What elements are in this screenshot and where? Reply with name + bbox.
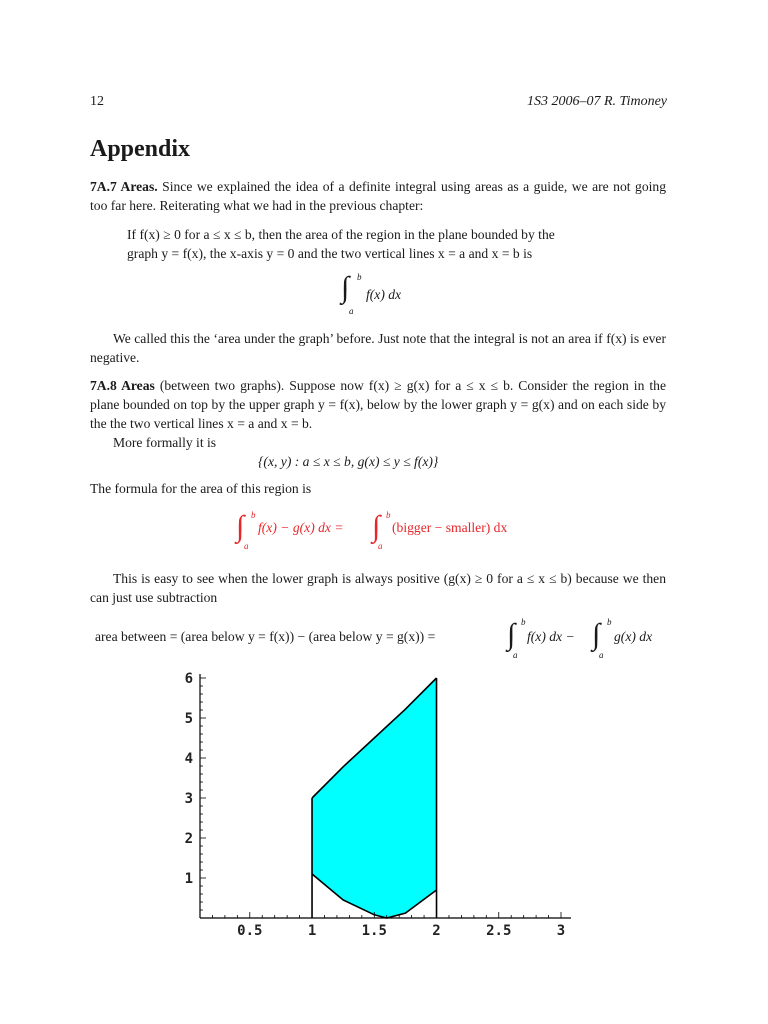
x-tick-label: 2 <box>432 923 441 939</box>
quote-line-1: If f(x) ≥ 0 for a ≤ x ≤ b, then the area of the region in the plane bounded by the <box>127 227 555 242</box>
x-tick-label: 3 <box>556 923 566 939</box>
text-7a8-body: Suppose now f(x) ≥ g(x) for a ≤ x ≤ b. Consider the region in the plane bounded on top by the upper graph y = f(x), below by the lower graph y = g(x) and on each side by the the two vertical lines x = a and x = b. <box>90 378 666 431</box>
integral-lower-limit: a <box>244 541 249 551</box>
integral-upper-limit: b <box>357 272 362 282</box>
page-number: 12 <box>90 94 104 109</box>
formally-text: More formally it is <box>113 435 217 450</box>
integral-upper-limit: b <box>386 510 391 520</box>
integral-body: f(x) dx <box>366 287 402 302</box>
area-eq-int2: g(x) dx <box>614 629 653 644</box>
y-tick-label: 5 <box>184 711 193 727</box>
text-7a8-paren: (between two graphs). <box>154 378 290 393</box>
integral-upper-limit: b <box>607 617 612 627</box>
integral-lower-limit: a <box>599 650 604 660</box>
integral-lower-limit: a <box>349 306 354 316</box>
quote-line-2: graph y = f(x), the x-axis y = 0 and the two vertical lines x = a and x = b is <box>127 246 533 261</box>
set-definition: {(x, y) : a ≤ x ≤ b, g(x) ≤ y ≤ f(x)} <box>258 454 439 469</box>
integral-upper-limit: b <box>521 617 526 627</box>
y-tick-label: 3 <box>184 791 193 807</box>
area-eq-left: area between = (area below y = f(x)) − (area below y = g(x)) = <box>95 629 436 644</box>
y-tick-label: 4 <box>184 751 193 767</box>
heading-7a7: 7A.7 Areas. <box>90 179 158 194</box>
x-tick-label: 2.5 <box>486 923 512 939</box>
x-tick-label: 1 <box>307 923 317 939</box>
integral-sign: ∫ <box>592 618 601 651</box>
x-tick-label: 0.5 <box>237 923 263 939</box>
x-tick-label: 1.5 <box>361 923 387 939</box>
area-eq-int1: f(x) dx − <box>527 629 575 644</box>
integral-sign: ∫ <box>372 510 381 543</box>
filled-region <box>312 678 436 918</box>
y-tick-label: 1 <box>184 871 193 887</box>
integral-sign: ∫ <box>507 618 516 651</box>
running-title: 1S3 2006–07 R. Timoney <box>527 94 667 109</box>
y-tick-label: 2 <box>184 831 193 847</box>
integral-lower-limit: a <box>378 541 383 551</box>
section-title: Appendix <box>90 136 191 162</box>
integral-upper-limit: b <box>251 510 256 520</box>
integral-sign: ∫ <box>341 271 350 304</box>
area-between-curves-chart <box>0 660 768 960</box>
paragraph-subtraction: This is easy to see when the lower graph is always positive (g(x) ≥ 0 for a ≤ x ≤ b) because we then can just use subtraction <box>90 571 666 605</box>
formula-left: f(x) − g(x) dx = <box>258 520 344 535</box>
text-7a7: Since we explained the idea of a definite integral using areas as a guide, we are not going too far here. Reiterating what we had in the previous chapter: <box>90 179 666 213</box>
heading-7a8: 7A.8 Areas <box>90 378 155 393</box>
paragraph-7a8 <box>90 376 666 433</box>
paragraph-area-under-graph: We called this the ‘area under the graph’ before. Just note that the integral is not an area if f(x) is ever negative. <box>90 331 666 365</box>
y-tick-label: 6 <box>184 671 193 687</box>
integral-sign: ∫ <box>236 510 245 543</box>
paragraph-7a7 <box>90 177 666 215</box>
formula-right: (bigger − smaller) dx <box>392 520 508 535</box>
integral-lower-limit: a <box>513 650 518 660</box>
formula-intro: The formula for the area of this region is <box>90 481 312 496</box>
